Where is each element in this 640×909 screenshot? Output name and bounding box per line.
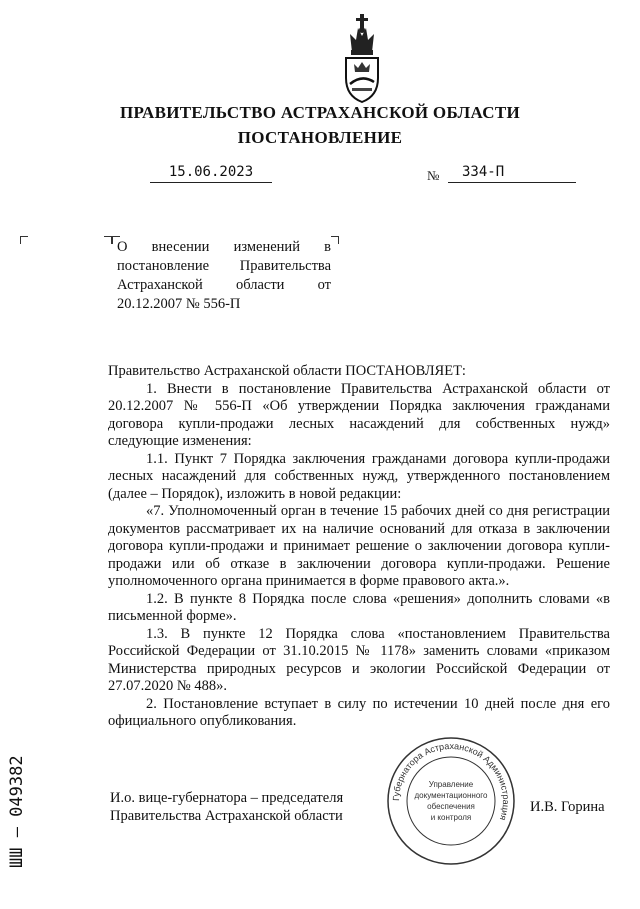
- organization-title: ПРАВИТЕЛЬСТВО АСТРАХАНСКОЙ ОБЛАСТИ: [120, 103, 520, 122]
- document-body: [108, 363, 610, 731]
- clause-2-paragraph: 2. Постановление вступает в силу по истечении 10 дней после дня его официального опубликования.: [108, 695, 610, 729]
- corner-mark-top-left: [20, 236, 28, 244]
- clause-7-quote-paragraph: «7. Уполномоченный орган в течение 15 рабочих дней со дня регистрации документов рассматривает их на наличие оснований для отказа в заключении договора купли-продажи и принимает решение о заключении договора купли-продажи или об отказе в заключении договора купли-продажи. Решение уполномоченного органа принимается в форме правового акта.».: [108, 503, 610, 589]
- clause-1-3-paragraph: 1.3. В пункте 12 Порядка слова «постановлением Правительства Российской Федерации от 31.10.2015 № 1178» заменить словами «приказом Министерства природных ресурсов и экологии Российской Федерации от 27.07.2020 № 488».: [108, 625, 610, 694]
- official-stamp: [385, 735, 517, 867]
- side-registration-number: ШШ – 049382: [7, 755, 27, 868]
- number-sign: №: [427, 168, 440, 183]
- document-number: 334-П: [448, 164, 576, 183]
- document-subject: О внесении изменений в постановление Правительства Астраханской области от 20.12.2007 № 556-П: [117, 239, 331, 312]
- stamp-line-3: обеспечения: [427, 802, 475, 811]
- signatory-position: И.о. вице-губернатора – председателя Правительства Астраханской области: [110, 790, 344, 824]
- stamp-line-2: документационного: [414, 791, 488, 800]
- document-date: 15.06.2023: [150, 164, 272, 183]
- signatory-name: И.В. Горина: [530, 799, 605, 815]
- corner-mark-subject-end: [331, 236, 339, 244]
- document-type-title: ПОСТАНОВЛЕНИЕ: [237, 128, 403, 147]
- stamp-line-4: и контроля: [430, 813, 472, 822]
- preamble-paragraph: Правительство Астраханской области ПОСТАНОВЛЯЕТ:: [108, 363, 466, 379]
- clause-1-2-paragraph: 1.2. В пункте 8 Порядка после слова «решения» дополнить словами «в письменной форме».: [108, 590, 610, 624]
- clause-1-1-paragraph: 1.1. Пункт 7 Порядка заключения гражданами договора купли-продажи лесных насаждений для собственных нужд, утвержденного постановлением (далее – Порядок), изложить в новой редакции:: [108, 450, 610, 502]
- stamp-line-1: Управление: [428, 780, 474, 789]
- stamp-ring-text: Губернатора Астраханской Администрация: [390, 740, 512, 822]
- corner-mark-subject-left: [104, 236, 112, 244]
- clause-1-paragraph: 1. Внести в постановление Правительства Астраханской области от 20.12.2007 № 556-П «Об утверждении Порядка заключения гражданами договора купли-продажи лесных насаждений для собственных нужд» следующие изменения:: [108, 380, 610, 449]
- coat-of-arms-emblem: [338, 12, 386, 104]
- side-registration-mark: [0, 730, 30, 870]
